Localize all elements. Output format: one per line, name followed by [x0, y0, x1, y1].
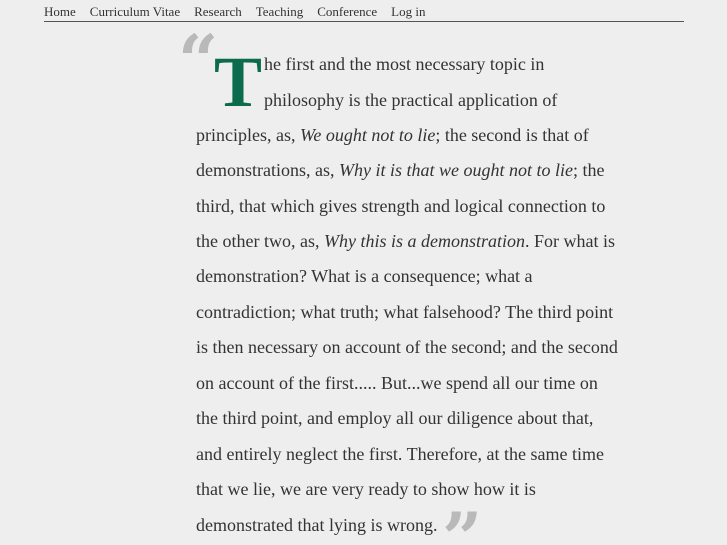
- quote-line: [264, 52, 544, 76]
- quote-line: [196, 477, 536, 501]
- quote-text: ; the second is that of: [435, 125, 589, 145]
- quote-text: contradiction; what truth; what falsehood? The third point: [196, 302, 614, 322]
- quote-line: [264, 88, 557, 112]
- open-quote-icon: “: [178, 19, 219, 102]
- nav-home[interactable]: Home: [44, 4, 76, 19]
- nav-log-in[interactable]: Log in: [391, 4, 426, 19]
- quote-emphasis: Why it is that we ought not to lie: [338, 160, 573, 180]
- nav-research[interactable]: Research: [194, 4, 242, 19]
- quote-text: demonstrations, as,: [196, 160, 339, 180]
- quote-line: [196, 335, 618, 359]
- quote-line: [196, 229, 615, 253]
- quote-line: [196, 264, 533, 288]
- quote-text: demonstrated that lying is wrong.: [196, 515, 438, 535]
- drop-cap: T: [214, 42, 263, 122]
- quote-line: [196, 123, 589, 147]
- quote-text: . For what is: [524, 231, 615, 251]
- quote-text: that we lie, we are very ready to show how it is: [196, 479, 536, 499]
- nav-conference[interactable]: Conference: [317, 4, 378, 19]
- top-nav: [44, 0, 684, 22]
- close-quote-icon: ”: [442, 497, 483, 545]
- quote-text: he first and the most necessary topic in: [264, 54, 545, 74]
- quote-line: [196, 406, 593, 430]
- quote-line: [196, 371, 598, 395]
- quote-line: [196, 300, 613, 324]
- quote-text: and entirely neglect the first. Therefore, at the same time: [196, 444, 604, 464]
- quote-line: [196, 194, 605, 218]
- quote-line: [196, 442, 604, 466]
- quote-emphasis: Why this is a demonstration: [323, 231, 525, 251]
- quote-text: ; the: [572, 160, 605, 180]
- quote-line: [196, 513, 437, 537]
- quote-text: principles, as,: [196, 125, 300, 145]
- quote-text: philosophy is the practical application of: [264, 90, 558, 110]
- nav-curriculum-vitae[interactable]: Curriculum Vitae: [89, 4, 181, 19]
- quote-text: third, that which gives strength and logical connection to: [196, 196, 606, 216]
- quote-emphasis: We ought not to lie: [299, 125, 436, 145]
- quote-text: the third point, and employ all our diligence about that,: [196, 408, 594, 428]
- quote-text: on account of the first..... But...we spend all our time on: [196, 373, 598, 393]
- quote-text: is then necessary on account of the second; and the second: [196, 337, 618, 357]
- quote-text: the other two, as,: [196, 231, 324, 251]
- quote-line: [196, 158, 604, 182]
- nav-teaching[interactable]: Teaching: [255, 4, 304, 19]
- quote-text: demonstration? What is a consequence; what a: [196, 266, 533, 286]
